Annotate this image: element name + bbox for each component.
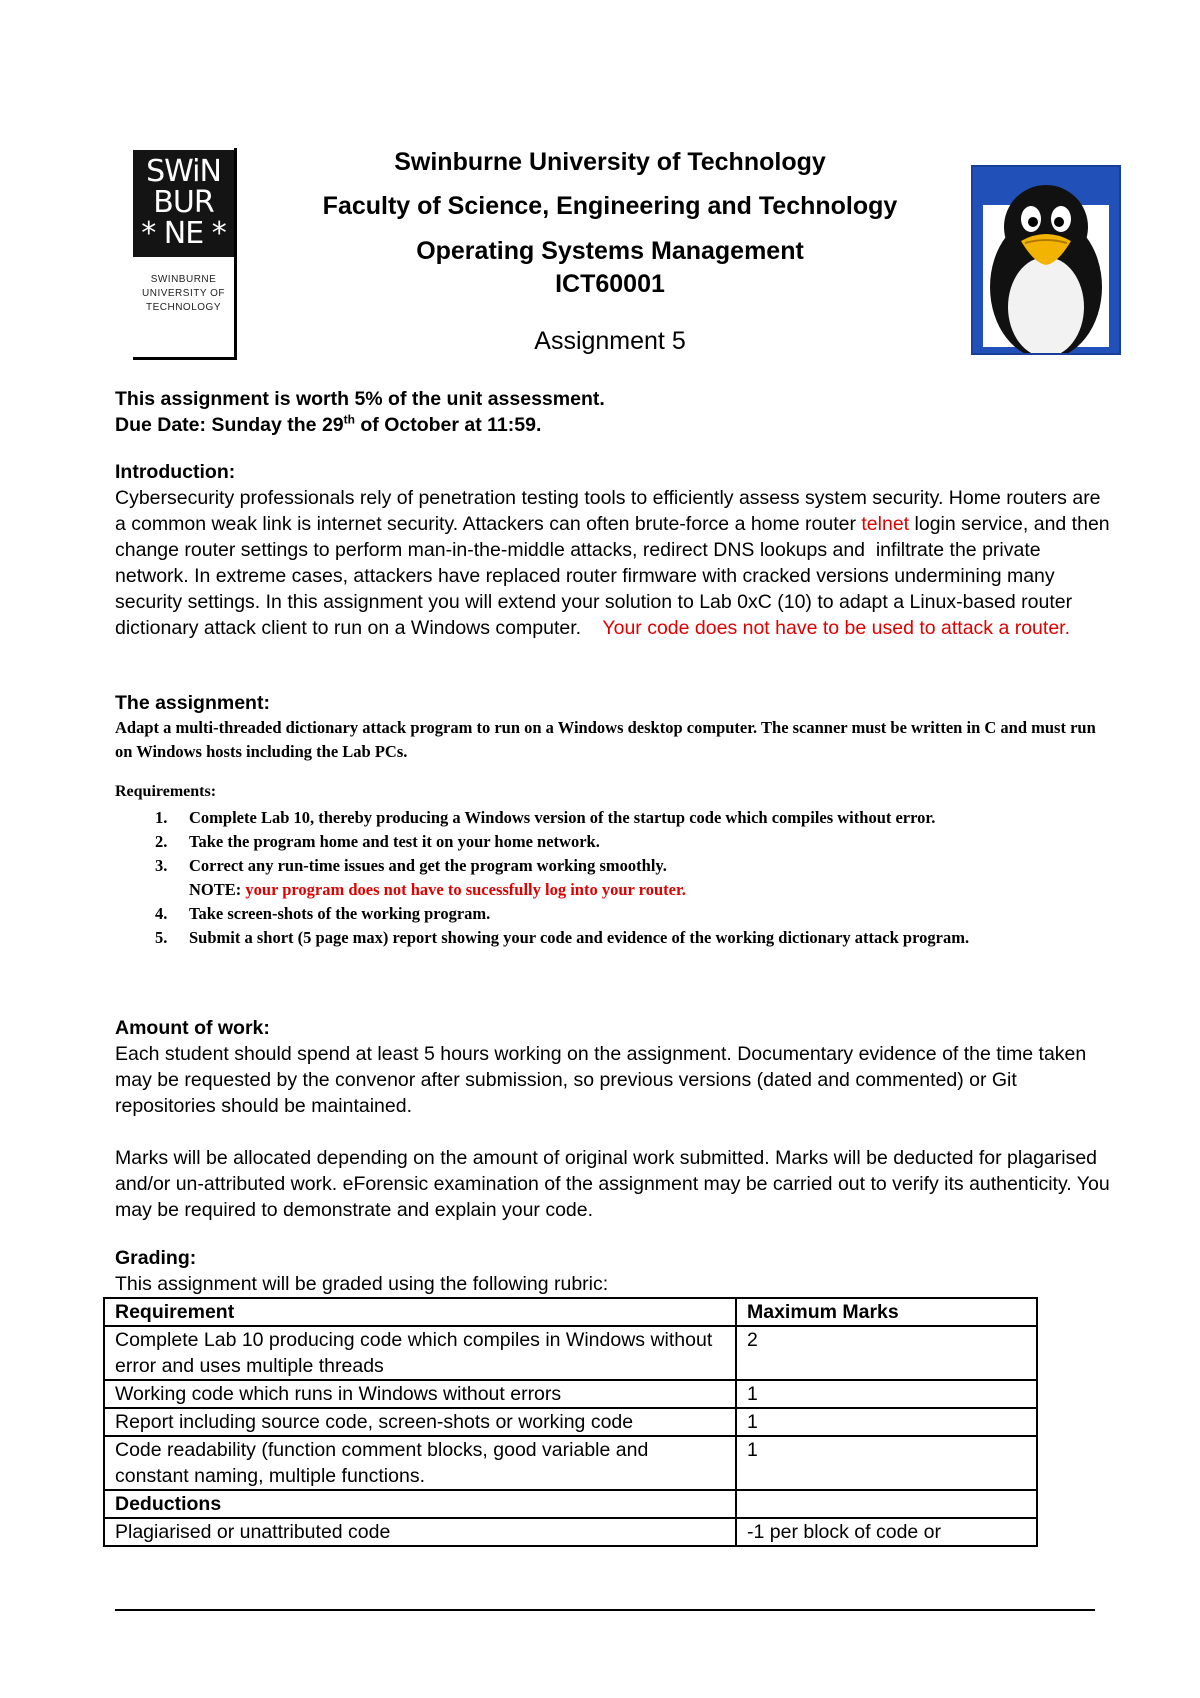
requirement-text: Correct any run-time issues and get the program working smoothly. [189, 856, 667, 875]
table-row [104, 1436, 1037, 1490]
grading-heading: Grading: [115, 1247, 197, 1269]
table-row [104, 1518, 1037, 1546]
introduction-text-part: login service, and then change router settings to perform man-in-the-middle attacks, redirect DNS lookups and infiltrate the private network. In extreme cases, attackers have replaced router firmware with cracked versions undermining many security settings. In this assignment you will extend your solution to Lab 0xC (10) to adapt a Linux-based router dictionary attack client to run on a Windows computer. [115, 513, 1116, 639]
unit-code: ICT60001 [555, 270, 665, 298]
requirement-text: Submit a short (5 page max) report showing your code and evidence of the working dictionary attack program. [189, 928, 970, 947]
requirement-text: Take the program home and test it on your home network. [189, 832, 600, 851]
university-title: Swinburne University of Technology [394, 148, 826, 176]
requirement-number: 2. [155, 832, 168, 851]
requirement-item [115, 902, 1115, 926]
deductions-row [104, 1490, 1037, 1518]
requirement-number: 1. [155, 808, 168, 827]
marks-cell [736, 1490, 1037, 1518]
column-header: Maximum Marks [736, 1298, 1037, 1326]
table-row [104, 1326, 1037, 1380]
unit-title: Operating Systems Management [416, 237, 804, 265]
due-date-suffix: of October at 11:59. [354, 414, 542, 436]
deductions-label: Deductions [104, 1490, 736, 1518]
introduction-text [115, 485, 1115, 641]
introduction-section [115, 459, 1115, 641]
due-date-prefix: Due Date: Sunday the 29 [115, 414, 344, 436]
introduction-text-part: Cybersecurity professionals rely of penetration testing tools to efficiently assess system security. Home routers are a common weak link is internet security. Attackers can often brute-force a home router [115, 487, 1101, 535]
introduction-warning: Your code does not have to be used to attack a router. [602, 617, 1071, 639]
requirement-text: Take screen-shots of the working program. [189, 904, 491, 923]
marks-cell: -1 per block of code or [736, 1518, 1037, 1546]
requirement-cell: Code readability (function comment blocks, good variable and constant naming, multiple functions. [104, 1436, 736, 1490]
requirements-title: Requirements: [115, 783, 217, 800]
faculty-title: Faculty of Science, Engineering and Technology [322, 192, 898, 220]
requirement-text: Complete Lab 10, thereby producing a Windows version of the startup code which compiles without error. [189, 808, 936, 827]
assignment-section [115, 690, 1115, 764]
logo-name-line: UNIVERSITY OF [142, 288, 225, 299]
grading-intro: This assignment will be graded using the following rubric: [115, 1273, 609, 1295]
swinburne-logo [133, 148, 237, 360]
logo-mark [133, 150, 234, 257]
requirement-cell: Report including source code, screen-shots or working code [104, 1408, 736, 1436]
requirement-note [115, 878, 1115, 902]
logo-mark-line: SWiN [146, 154, 221, 189]
worth-text: This assignment is worth 5% of the unit assessment. [115, 388, 605, 410]
requirement-number: 3. [155, 856, 168, 875]
introduction-heading: Introduction: [115, 461, 236, 483]
logo-name-line: TECHNOLOGY [145, 302, 221, 313]
worth-statement [115, 386, 1115, 438]
assignment-text: Adapt a multi-threaded dictionary attack program to run on a Windows desktop computer. The scanner must be written in C and must run on Windows hosts including the Lab PCs. [115, 718, 1096, 761]
marks-paragraph: Marks will be allocated depending on the amount of original work submitted. Marks will be deducted for plagarised and/or un-attributed work. eForensic examination of the assignment may be carried out to verify its authenticity. You may be required to demonstrate and explain your code. [115, 1147, 1110, 1221]
note-label: NOTE: [189, 880, 246, 899]
requirement-number: 4. [155, 904, 168, 923]
due-date [115, 412, 1115, 438]
grading-rubric-table [103, 1297, 1038, 1547]
logo-mark-line: BUR [153, 185, 214, 220]
requirement-item [115, 830, 1115, 854]
requirement-cell: Working code which runs in Windows without errors [104, 1380, 736, 1408]
marks-cell: 1 [736, 1380, 1037, 1408]
assignment-title: Assignment 5 [534, 327, 686, 355]
telnet-keyword: telnet [861, 513, 910, 535]
marks-cell: 2 [736, 1326, 1037, 1380]
requirement-cell: Complete Lab 10 producing code which compiles in Windows without error and uses multiple threads [104, 1326, 736, 1380]
table-row [104, 1408, 1037, 1436]
work-heading: Amount of work: [115, 1017, 270, 1039]
marks-cell: 1 [736, 1436, 1037, 1490]
logo-name-line: SWINBURNE [150, 274, 217, 285]
work-paragraph: Each student should spend at least 5 hours working on the assignment. Documentary evidence of the time taken may be requested by the convenor after submission, so previous versions (dated and commented) or Git repositories should be maintained. [115, 1043, 1087, 1117]
requirement-cell: Plagiarised or unattributed code [104, 1518, 736, 1546]
requirements-list [115, 780, 1115, 950]
logo-mark-line: * NE * [141, 216, 226, 251]
note-text: your program does not have to sucessfully log into your router. [245, 880, 686, 899]
table-row [104, 1380, 1037, 1408]
penguin-icon [973, 167, 1119, 353]
requirement-number: 5. [155, 928, 168, 947]
marks-cell: 1 [736, 1408, 1037, 1436]
due-date-ordinal: th [343, 412, 355, 427]
requirement-item [115, 806, 1115, 830]
column-header: Requirement [104, 1298, 736, 1326]
requirement-item [115, 854, 1115, 878]
grading-section [115, 1245, 1115, 1297]
requirement-item [115, 926, 1115, 950]
footer-divider [115, 1609, 1095, 1611]
work-section [115, 1015, 1115, 1223]
logo-name [133, 273, 234, 315]
table-header-row [104, 1298, 1037, 1326]
assignment-heading: The assignment: [115, 692, 270, 714]
tux-penguin-image [971, 165, 1121, 355]
